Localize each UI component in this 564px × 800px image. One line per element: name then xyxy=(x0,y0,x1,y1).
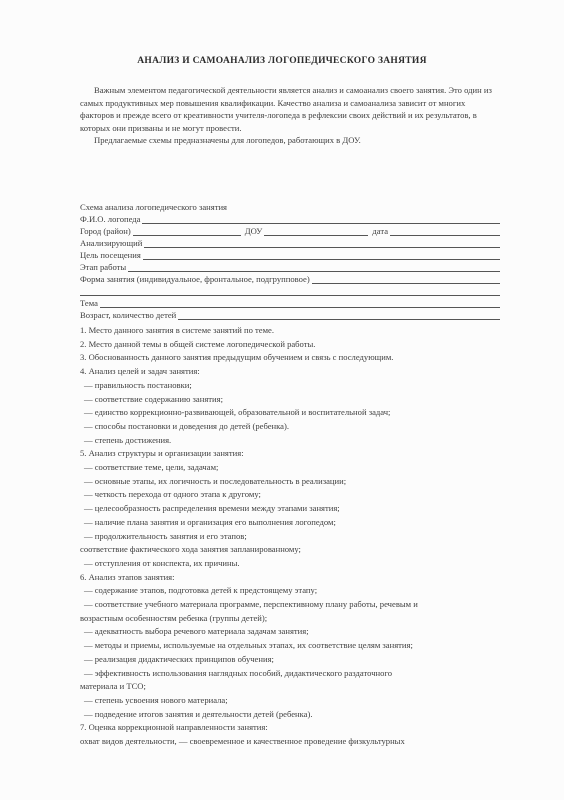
fio-field[interactable] xyxy=(142,214,500,224)
dou-label: ДОУ xyxy=(244,226,263,236)
intro-paragraph: Предлагаемые схемы предназначены для логопедов, работающих в ДОУ. xyxy=(94,135,361,145)
format-row xyxy=(80,272,500,284)
list-item: соответствие фактического хода занятия запланированному; xyxy=(80,544,301,555)
list-item: — содержание этапов, подготовка детей к предстоящему этапу; xyxy=(84,585,318,596)
format-label: Форма занятия (индивидуальное, фронтальное, подгрупповое) xyxy=(80,274,310,284)
list-item: — единство коррекционно-развивающей, образовательной и воспитательной задач; xyxy=(84,407,391,418)
age-label: Возраст, количество детей xyxy=(80,310,177,320)
analyzer-label: Анализирующий xyxy=(80,238,143,248)
list-item: 1. Место данного занятия в системе занятий по теме. xyxy=(80,325,274,335)
list-item: — наличие плана занятия и организация его выполнения логопедом; xyxy=(84,516,336,527)
list-item: — целесообразность распределения времени между этапами занятия; xyxy=(84,503,340,514)
list-item: — реализация дидактических принципов обучения; xyxy=(84,653,274,664)
list-item: — соответствие теме, цели, задачам; xyxy=(84,462,219,473)
list-item: — четкость перехода от одного этапа к другому; xyxy=(84,489,261,500)
list-item: — продолжительность занятия и его этапов; xyxy=(84,530,247,541)
list-item: 4. Анализ целей и задач занятия: xyxy=(80,366,200,377)
list-item: — основные этапы, их логичность и последовательность в реализации; xyxy=(84,475,347,486)
list-item: — степень усвоения нового материала; xyxy=(84,694,228,705)
list-item: 2. Место данной темы в общей системе логопедической работы. xyxy=(80,338,316,349)
format-field[interactable] xyxy=(312,274,500,284)
list-item: охват видов деятельности, — своевременное и качественное проведение физкультурных xyxy=(80,736,405,747)
dou-field[interactable] xyxy=(264,226,368,236)
list-item: 5. Анализ структуры и организации занятия: xyxy=(80,448,244,459)
list-item: возрастным особенностям ребенка (группы детей); xyxy=(80,612,268,623)
list-item: 6. Анализ этапов занятия: xyxy=(80,571,175,582)
list-item: — эффективность использования наглядных пособий, дидактического раздаточного xyxy=(84,667,393,678)
stage-row xyxy=(80,260,500,272)
list-item: 7. Оценка коррекционной направленности занятия: xyxy=(80,722,268,733)
list-item: — соответствие содержанию занятия; xyxy=(84,393,223,404)
purpose-row xyxy=(80,248,500,260)
list-item: — методы и приемы, используемые на отдельных этапах, их соответствие целям занятия; xyxy=(84,640,413,651)
fio-row xyxy=(80,212,500,224)
list-item: — соответствие учебного материала программе, перспективному плану работы, речевым и xyxy=(84,599,418,610)
intro-text xyxy=(80,84,500,147)
document-title: АНАЛИЗ И САМОАНАЛИЗ ЛОГОПЕДИЧЕСКОГО ЗАНЯТИЯ xyxy=(137,56,427,66)
list-item: — правильность постановки; xyxy=(84,379,192,390)
format-field-continued[interactable] xyxy=(80,286,500,296)
list-item: — отступления от конспекта, их причины. xyxy=(84,557,240,568)
city-row xyxy=(80,224,500,236)
analyzer-row xyxy=(80,236,500,248)
topic-row xyxy=(80,296,500,308)
topic-label: Тема xyxy=(80,298,98,308)
form-heading-row xyxy=(80,200,500,212)
purpose-field[interactable] xyxy=(143,250,500,260)
age-row xyxy=(80,308,500,320)
purpose-label: Цель посещения xyxy=(80,250,141,260)
intro-paragraph: Важным элементом педагогической деятельности является анализ и самоанализ своего занятия. Это один из самых продуктивных мер повышения квалификации. Качество анализа и самоанализа зависит от многих факторов и прежде всего от креативности учителя-логопеда в рефлексии своих действий и их результатов, в которых они призваны и не могут провести. xyxy=(80,85,492,133)
date-field[interactable] xyxy=(390,226,500,236)
list-item: — подведение итогов занятия и деятельности детей (ребенка). xyxy=(84,708,313,719)
fio-label: Ф.И.О. логопеда xyxy=(80,214,141,224)
list-item: материала и ТСО; xyxy=(80,681,146,692)
date-label: дата xyxy=(372,226,389,236)
analyzer-field[interactable] xyxy=(144,238,500,248)
age-field[interactable] xyxy=(178,310,500,320)
city-field[interactable] xyxy=(133,226,241,236)
stage-field[interactable] xyxy=(128,262,500,272)
blank-row xyxy=(80,284,500,296)
stage-label: Этап работы xyxy=(80,262,127,272)
analysis-items-list xyxy=(80,324,500,749)
city-label: Город (район) xyxy=(80,226,131,236)
list-item: — способы постановки и доведения до детей (ребенка). xyxy=(84,420,289,431)
form-heading: Схема анализа логопедического занятия xyxy=(80,202,228,212)
analysis-form xyxy=(80,200,500,320)
topic-field[interactable] xyxy=(100,298,500,308)
list-item: — степень достижения. xyxy=(84,434,172,445)
list-item: 3. Обоснованность данного занятия предыдущим обучением и связь с последующим. xyxy=(80,352,394,363)
list-item: — адекватность выбора речевого материала задачам занятия; xyxy=(84,626,309,637)
